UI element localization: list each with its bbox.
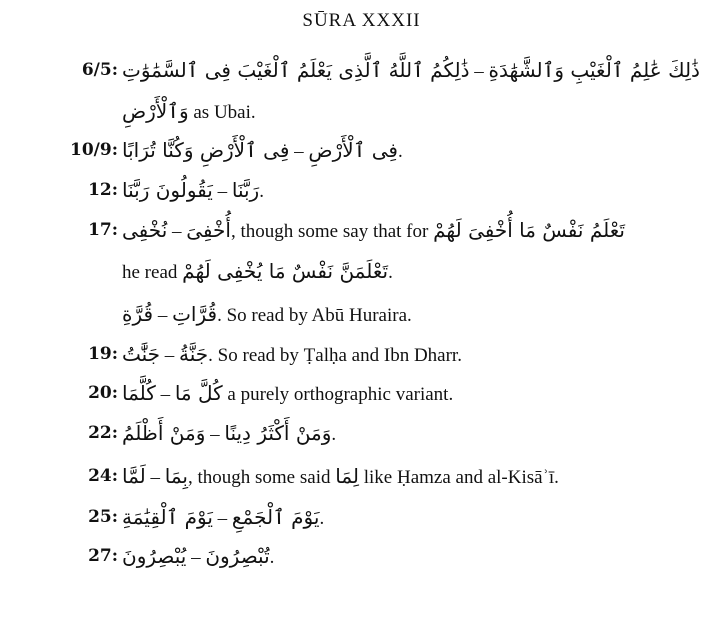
arabic-reading: جَنَّةُ bbox=[179, 342, 209, 366]
english-note: . So read by Abū Huraira. bbox=[217, 305, 412, 326]
english-note: a purely orthographic variant. bbox=[222, 384, 454, 405]
verse-number: 24: bbox=[88, 466, 118, 486]
english-note: – bbox=[155, 384, 175, 405]
entry-line bbox=[0, 413, 723, 453]
arabic-reading: قُرَّاتِ bbox=[172, 302, 218, 326]
arabic-reading: قُرَّةِ bbox=[122, 302, 154, 326]
english-note: – bbox=[212, 508, 232, 529]
entry-text bbox=[122, 456, 559, 498]
arabic-reading: تُبْصِرُونَ bbox=[205, 544, 270, 568]
entry-text bbox=[122, 373, 453, 415]
english-note: – bbox=[153, 305, 173, 326]
arabic-reading: لَمَّا bbox=[122, 464, 146, 488]
entry-text bbox=[122, 497, 324, 539]
entry-line bbox=[0, 294, 723, 334]
arabic-reading: ذَٰلِكُمُ ٱللَّهُ ٱلَّذِى يَعْلَمُ ٱلْغَيْبَ فِى ٱلسَّمَٰوَٰتِ bbox=[122, 58, 470, 82]
english-note: . bbox=[397, 141, 403, 162]
english-note: – bbox=[167, 221, 187, 242]
arabic-reading: يَوْمَ ٱلْجَمْعِ bbox=[231, 505, 320, 529]
english-note: . So read by Ṭalḥa and Ibn Dharr. bbox=[208, 345, 462, 366]
verse-number: 25: bbox=[88, 507, 118, 527]
entry-line bbox=[0, 50, 723, 90]
arabic-reading: وَمَنْ أَكْثَرُ دِينًا bbox=[224, 421, 332, 445]
arabic-reading: يَوْمَ ٱلْقِيَٰمَةِ bbox=[122, 505, 213, 529]
arabic-reading: أُخْفِىَ bbox=[186, 218, 231, 242]
arabic-reading: فِى ٱلْأَرْضِ bbox=[308, 138, 398, 162]
arabic-reading: تَعْلَمُ نَفْسٌ مَا أُخْفِىَ لَهُمْ bbox=[433, 218, 625, 242]
english-note: – bbox=[145, 467, 165, 488]
arabic-reading: لِمَا bbox=[335, 464, 359, 488]
english-note: . bbox=[269, 547, 275, 568]
entry-text bbox=[122, 413, 336, 455]
arabic-reading: يَقُولُونَ رَبَّنَا bbox=[122, 178, 213, 202]
arabic-reading: جَنَّٰتُ bbox=[122, 342, 161, 366]
english-note: – bbox=[205, 424, 225, 445]
english-note: . bbox=[259, 181, 264, 202]
english-note: – bbox=[469, 61, 489, 82]
english-note: he read bbox=[122, 262, 183, 283]
entry-text bbox=[122, 334, 462, 376]
english-note: , though some say that for bbox=[230, 221, 434, 242]
entry-line bbox=[0, 497, 723, 537]
verse-number: 12: bbox=[88, 180, 118, 200]
entry-text bbox=[122, 91, 256, 133]
entry-line bbox=[0, 170, 723, 210]
entry-text bbox=[122, 130, 403, 172]
entry-line bbox=[0, 210, 723, 250]
verse-number: 19: bbox=[88, 344, 118, 364]
entry-line bbox=[0, 130, 723, 170]
entry-line bbox=[0, 251, 723, 291]
arabic-reading: وَٱلْأَرْضِ bbox=[122, 99, 189, 123]
arabic-reading: كُلَّ مَا bbox=[174, 381, 223, 405]
verse-number: 17: bbox=[88, 220, 118, 240]
arabic-reading: فِى ٱلْأَرْضِ وَكُنَّا تُرَابًا bbox=[122, 138, 290, 162]
english-note: , though some said bbox=[187, 467, 336, 488]
english-note: . bbox=[331, 424, 337, 445]
page-heading: SŪRA XXXII bbox=[302, 10, 421, 31]
arabic-reading: يُبْصِرُونَ bbox=[122, 544, 187, 568]
entry-text bbox=[122, 294, 412, 336]
entry-text bbox=[122, 50, 700, 92]
arabic-reading: بِمَا bbox=[164, 464, 188, 488]
english-note: – bbox=[160, 345, 180, 366]
arabic-reading: وَمَنْ أَظْلَمُ bbox=[122, 421, 206, 445]
verse-number: 6/5: bbox=[81, 60, 118, 80]
verse-number: 20: bbox=[88, 383, 118, 403]
arabic-reading: ذَٰلِكَ عَٰلِمُ ٱلْغَيْبِ وَٱلشَّهَٰدَةِ bbox=[488, 58, 700, 82]
entry-line bbox=[0, 456, 723, 496]
verse-number: 22: bbox=[88, 423, 118, 443]
arabic-reading: كُلَّمَا bbox=[122, 381, 156, 405]
english-note: – bbox=[186, 547, 206, 568]
english-note: . bbox=[388, 262, 393, 283]
verse-number: 10/9: bbox=[70, 140, 118, 160]
english-note: . bbox=[319, 508, 325, 529]
entry-text bbox=[122, 536, 274, 578]
english-note: as Ubai. bbox=[188, 102, 256, 123]
entry-text bbox=[122, 251, 393, 293]
english-note: – bbox=[289, 141, 309, 162]
entry-text bbox=[122, 170, 264, 212]
entry-line bbox=[0, 536, 723, 576]
entry-text bbox=[122, 210, 625, 252]
entry-line bbox=[0, 334, 723, 374]
verse-number: 27: bbox=[88, 546, 118, 566]
arabic-reading: رَبَّنَا bbox=[231, 178, 260, 202]
english-note: – bbox=[212, 181, 232, 202]
english-note: like Ḥamza and al-Kisāʾī. bbox=[358, 467, 559, 488]
entry-line bbox=[0, 91, 723, 131]
arabic-reading: تَعْلَمَنَّ نَفْسٌ مَا يُخْفِى لَهُمْ bbox=[182, 259, 389, 283]
entry-line bbox=[0, 373, 723, 413]
arabic-reading: نُخْفِى bbox=[122, 218, 168, 242]
